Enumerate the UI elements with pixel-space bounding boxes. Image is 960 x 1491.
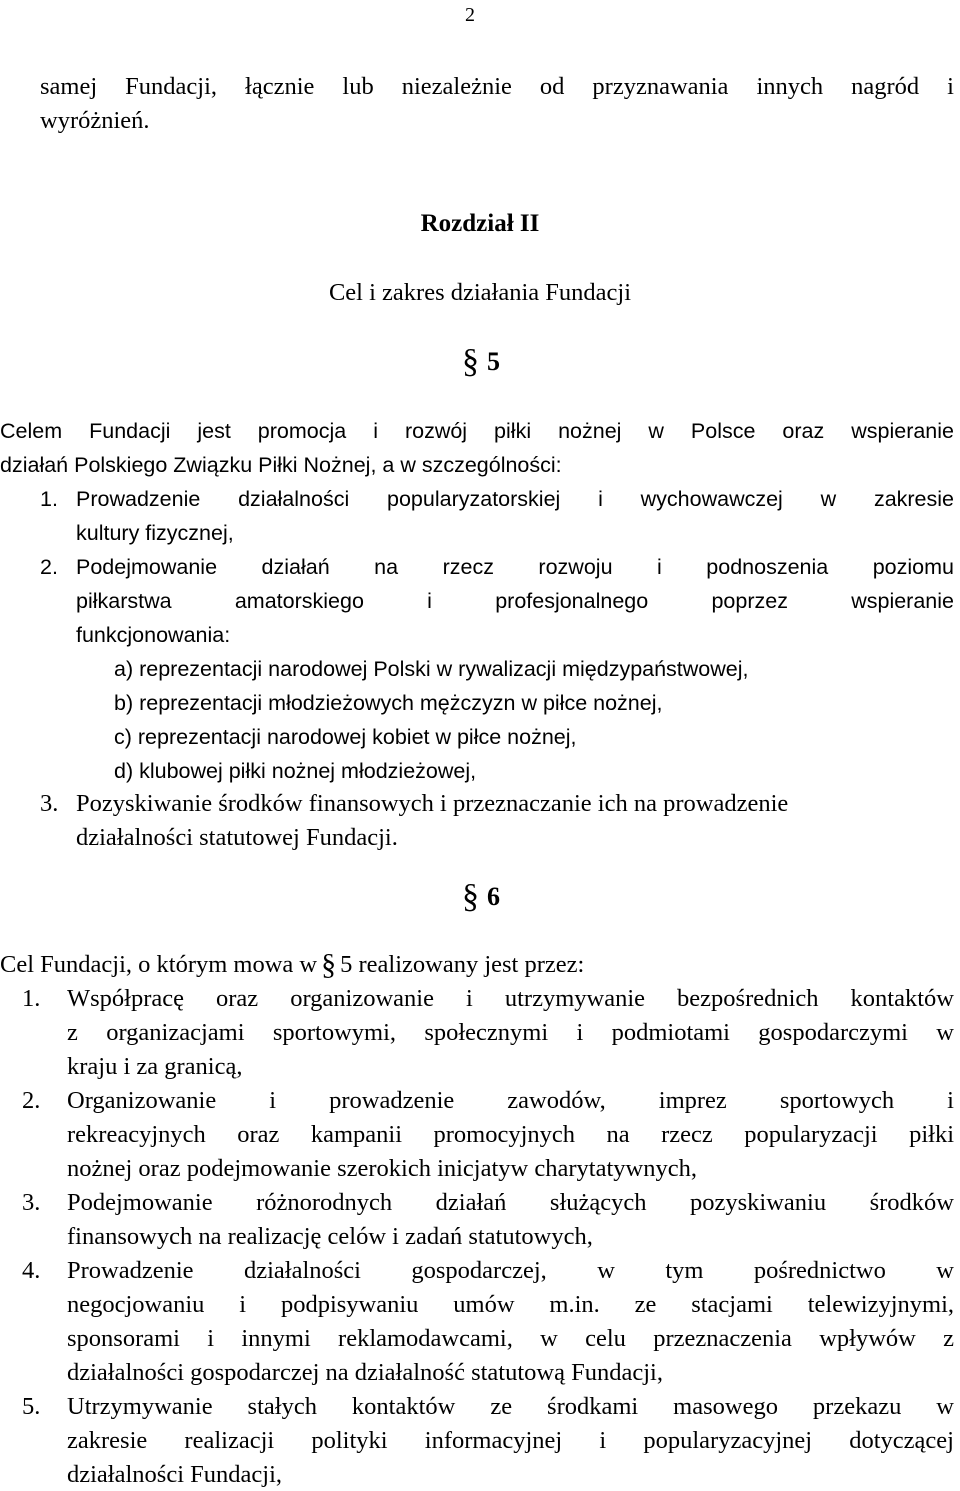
section-5-intro-line-1: Celem Fundacji jest promocja i rozwój piłki nożnej w Polsce oraz wspieranie — [0, 419, 954, 443]
section-6-item-4-line-3: sponsorami i innymi reklamodawcami, w celu przeznaczenia wpływów z — [67, 1325, 954, 1352]
section-6-heading — [462, 878, 500, 915]
section-5-item-3-line-1: Pozyskiwanie środków finansowych i przeznaczanie ich na prowadzenie — [76, 790, 789, 817]
section-5-subitem-c: c) reprezentacji narodowej kobiet w piłce nożnej, — [114, 725, 577, 749]
section-symbol: § — [462, 343, 479, 380]
section-number: 5 — [487, 347, 500, 376]
section-6-item-5-line-3: działalności Fundacji, — [67, 1461, 282, 1488]
section-symbol-inline: § — [321, 948, 337, 981]
section-5-item-3-number: 3. — [40, 790, 59, 817]
section-6-intro-a: Cel Fundacji, o którym mowa w — [0, 951, 318, 978]
section-6-item-2-line-1: Organizowanie i prowadzenie zawodów, imprez sportowych i — [67, 1087, 954, 1114]
section-5-heading — [462, 343, 500, 380]
section-5-item-1-number: 1. — [40, 487, 58, 511]
section-6-item-2-line-2: rekreacyjnych oraz kampanii promocyjnych na rzecz popularyzacji piłki — [67, 1121, 954, 1148]
section-5-subitem-a: a) reprezentacji narodowej Polski w rywalizacji międzypaństwowej, — [114, 657, 749, 681]
section-6-item-4-number: 4. — [22, 1257, 41, 1284]
section-number: 6 — [487, 882, 500, 911]
section-6-item-3-line-2: finansowych na realizację celów i zadań statutowych, — [67, 1223, 593, 1250]
section-6-item-5-line-1: Utrzymywanie stałych kontaktów ze środkami masowego przekazu w — [67, 1393, 954, 1420]
continuation-line-1: samej Fundacji, łącznie lub niezależnie od przyznawania innych nagród i — [40, 73, 954, 100]
section-6-item-2-line-3: nożnej oraz podejmowanie szerokich inicjatyw charytatywnych, — [67, 1155, 697, 1182]
continuation-line-2: wyróżnień. — [40, 107, 150, 134]
section-6-item-1-number: 1. — [22, 985, 41, 1012]
section-5-item-2-line-2: piłkarstwa amatorskiego i profesjonalnego poprzez wspieranie — [76, 589, 954, 613]
section-5-item-2-line-3: funkcjonowania: — [76, 623, 231, 647]
section-symbol: § — [462, 878, 479, 915]
section-6-item-5-line-2: zakresie realizacji polityki informacyjnej i popularyzacyjnej dotyczącej — [67, 1427, 954, 1454]
section-5-subitem-b: b) reprezentacji młodzieżowych mężczyzn w piłce nożnej, — [114, 691, 663, 715]
section-5-item-2-number: 2. — [40, 555, 58, 579]
section-5-subitem-d: d) klubowej piłki nożnej młodzieżowej, — [114, 759, 477, 783]
section-6-intro — [0, 950, 584, 980]
section-6-item-2-number: 2. — [22, 1087, 41, 1114]
section-6-item-3-line-1: Podejmowanie różnorodnych działań służących pozyskiwaniu środków — [67, 1189, 954, 1216]
section-5-item-3-line-2: działalności statutowej Fundacji. — [76, 824, 398, 851]
section-6-item-1-line-3: kraju i za granicą, — [67, 1053, 243, 1080]
section-6-intro-b: 5 realizowany jest przez: — [340, 951, 585, 978]
section-5-item-1-line-2: kultury fizycznej, — [76, 521, 234, 545]
chapter-subtitle: Cel i zakres działania Fundacji — [328, 279, 632, 306]
section-6-item-4-line-4: działalności gospodarczej na działalność statutową Fundacji, — [67, 1359, 663, 1386]
section-6-item-4-line-1: Prowadzenie działalności gospodarczej, w tym pośrednictwo w — [67, 1257, 954, 1284]
section-6-item-1-line-1: Współpracę oraz organizowanie i utrzymywanie bezpośrednich kontaktów — [67, 985, 954, 1012]
section-5-item-1-line-1: Prowadzenie działalności popularyzatorskiej i wychowawczej w zakresie — [76, 487, 954, 511]
chapter-title: Rozdział II — [420, 210, 540, 237]
section-6-item-3-number: 3. — [22, 1189, 41, 1216]
section-6-item-4-line-2: negocjowaniu i podpisywaniu umów m.in. ze stacjami telewizyjnymi, — [67, 1291, 954, 1318]
section-6-item-1-line-2: z organizacjami sportowymi, społecznymi i podmiotami gospodarczymi w — [67, 1019, 954, 1046]
page-number: 2 — [465, 4, 475, 26]
section-5-intro-line-2: działań Polskiego Związku Piłki Nożnej, a w szczególności: — [0, 453, 562, 477]
section-6-item-5-number: 5. — [22, 1393, 41, 1420]
section-5-item-2-line-1: Podejmowanie działań na rzecz rozwoju i podnoszenia poziomu — [76, 555, 954, 579]
